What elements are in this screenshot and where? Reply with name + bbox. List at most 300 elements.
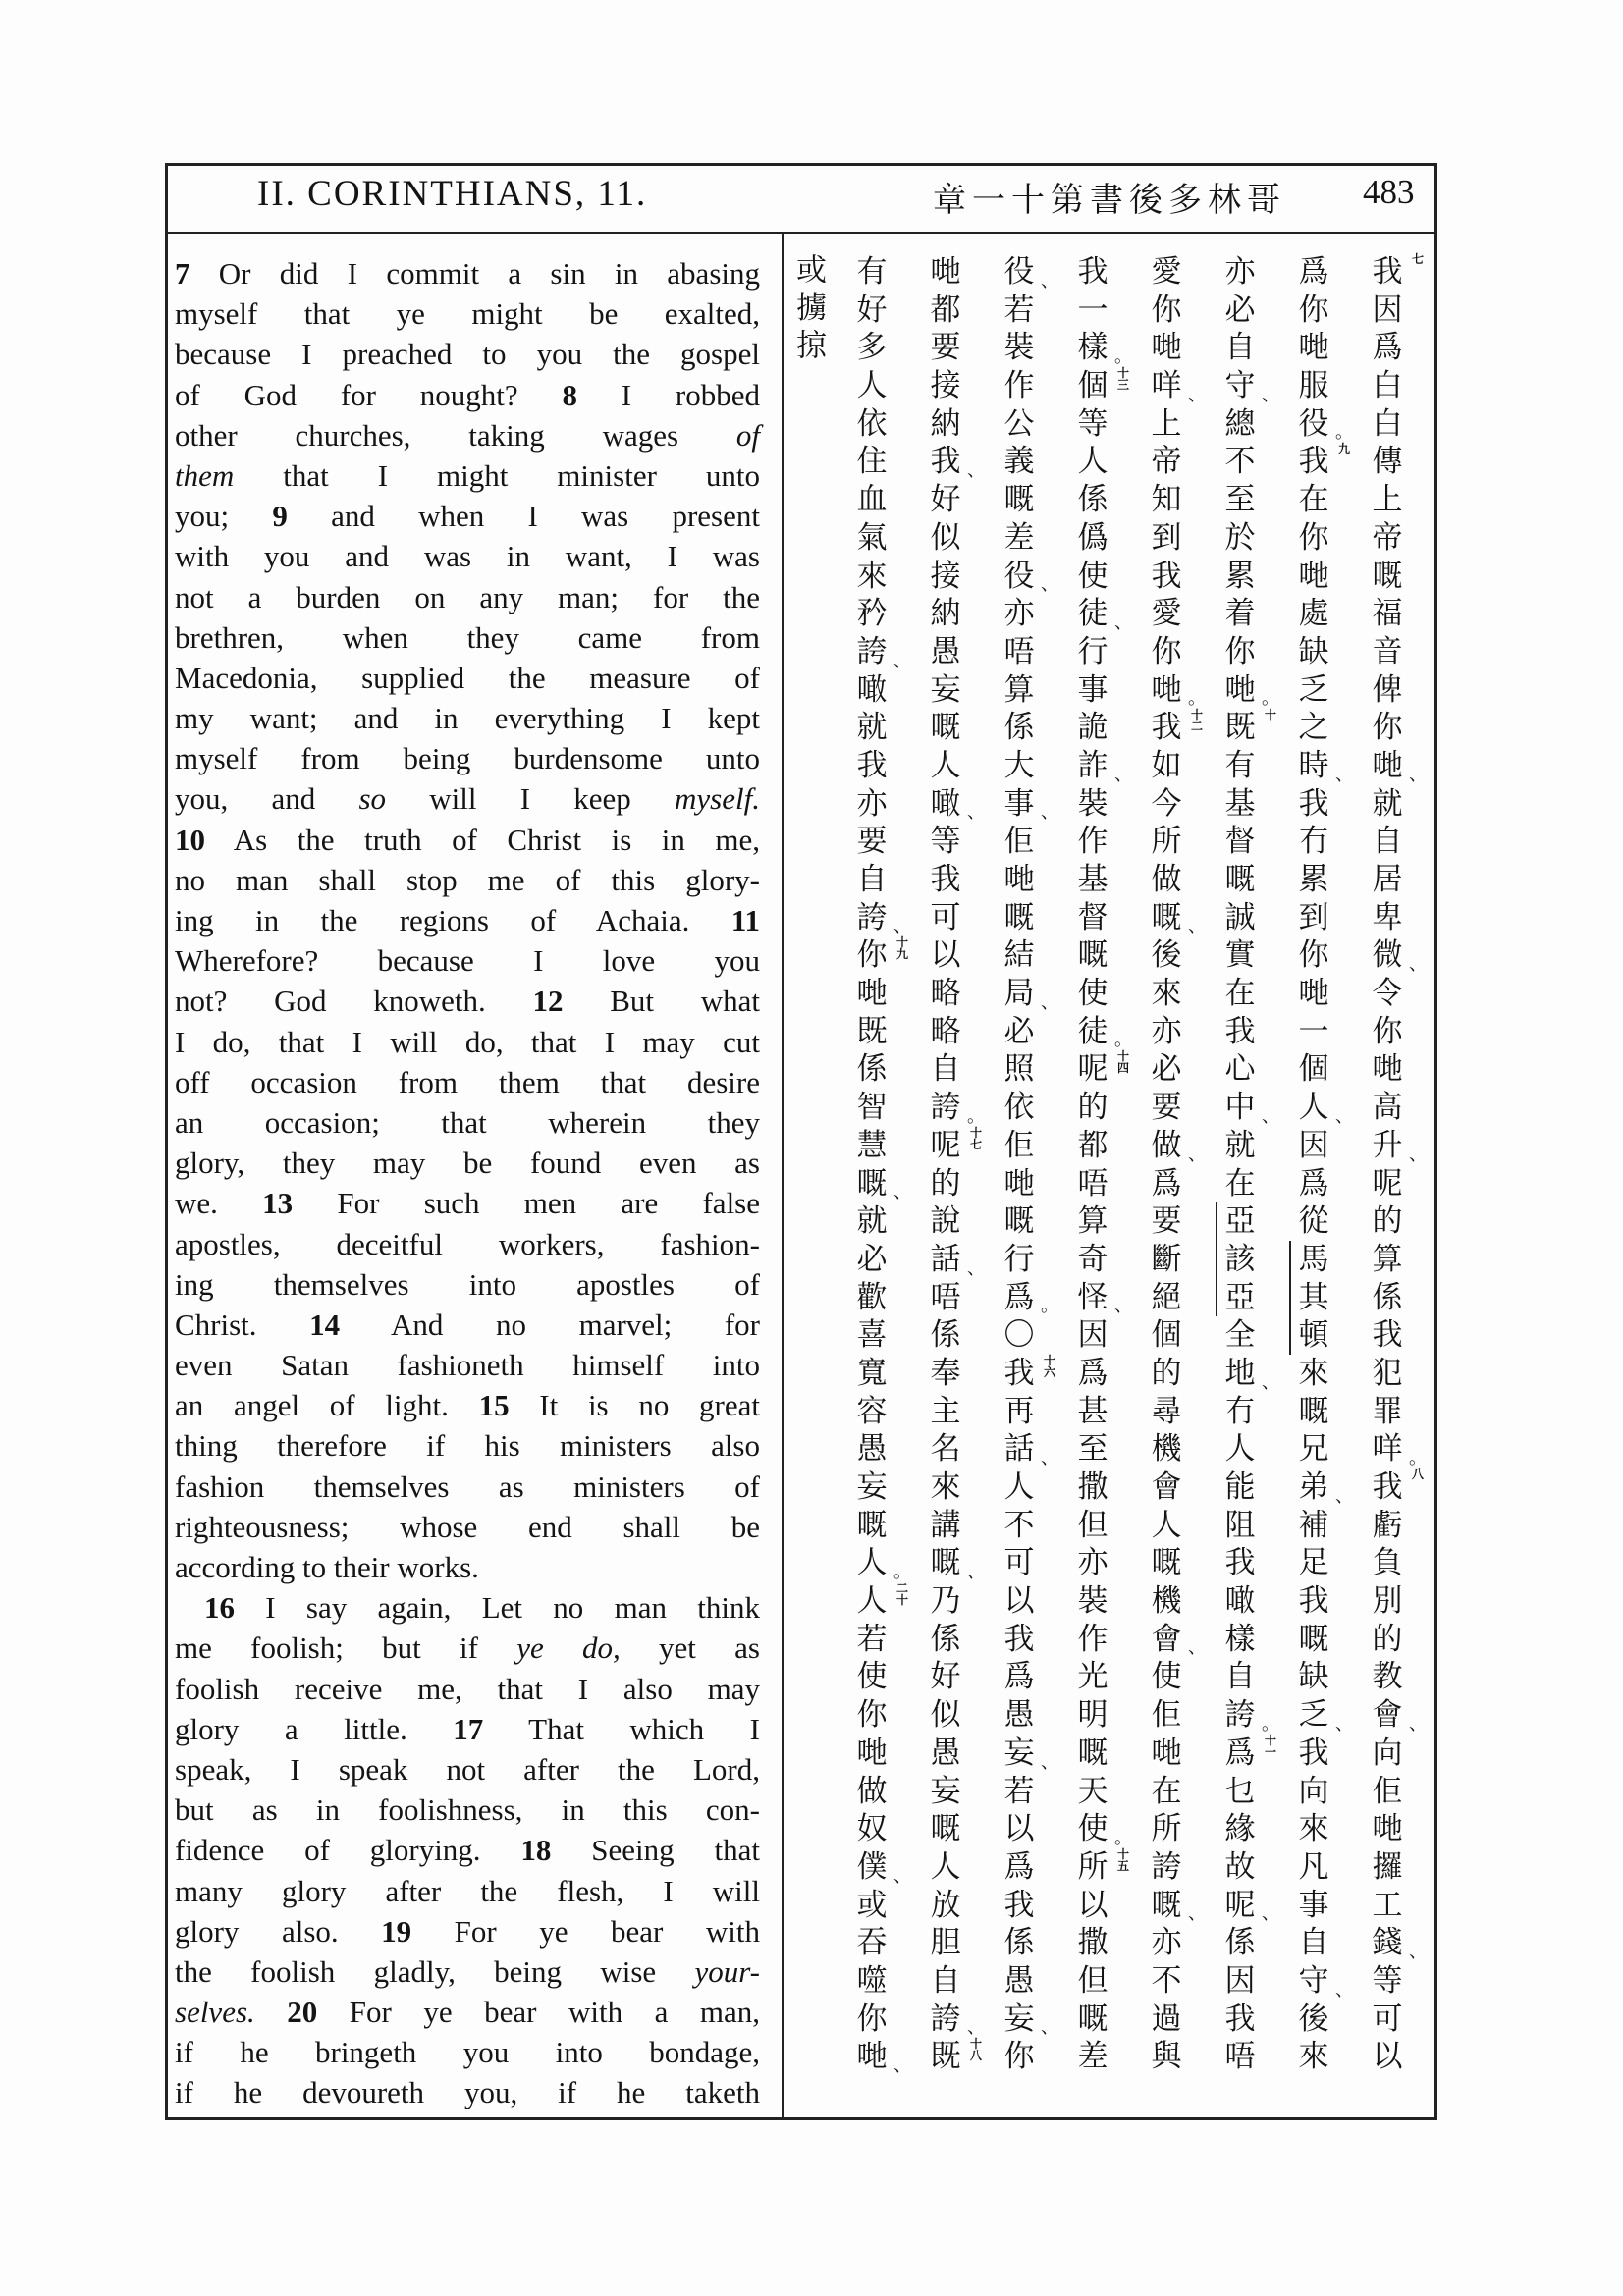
chinese-character: 嘅 、 bbox=[930, 1545, 985, 1583]
chinese-character: 做 、 bbox=[1151, 1127, 1206, 1165]
chinese-character: 呢 十四 bbox=[1077, 1049, 1129, 1088]
english-text-line bbox=[175, 778, 760, 819]
chinese-character: 必 bbox=[1003, 1013, 1035, 1049]
chinese-character: 徒 。 bbox=[1077, 1013, 1132, 1051]
text-segment: glory a little. bbox=[175, 1711, 454, 1746]
chinese-character: 凡 bbox=[1298, 1848, 1329, 1885]
chinese-character: 嘅 bbox=[1372, 558, 1403, 594]
chinese-character: 做 bbox=[856, 1773, 888, 1809]
chinese-character: 我 bbox=[1151, 558, 1182, 594]
english-text-line bbox=[175, 617, 760, 658]
chinese-character: 累 bbox=[1298, 862, 1329, 897]
punctuation-mark: 。 bbox=[1262, 688, 1279, 710]
verse-number: 14 bbox=[309, 1307, 341, 1342]
chinese-character: 人 、 bbox=[1298, 1090, 1353, 1127]
chinese-character: 我 九 bbox=[1298, 442, 1350, 480]
chinese-character: 嘅 bbox=[1298, 1393, 1329, 1429]
punctuation-mark: 、 bbox=[1335, 1713, 1353, 1735]
chinese-character: 奴 bbox=[856, 1811, 888, 1847]
chinese-character: 你 bbox=[1298, 292, 1329, 328]
chinese-character: 若 bbox=[1003, 292, 1035, 328]
chinese-character: 吞 bbox=[856, 1925, 888, 1961]
chinese-character: 裝 bbox=[1003, 330, 1035, 366]
chinese-character: 自 bbox=[1224, 1659, 1256, 1695]
text-segment: I say again, Let no man think bbox=[235, 1590, 760, 1626]
text-segment: because I preached to you the gospel bbox=[175, 337, 760, 372]
chinese-character: 傳 bbox=[1372, 444, 1403, 480]
verse-number: 十九 bbox=[895, 935, 908, 962]
chinese-character: 乜 bbox=[1224, 1773, 1256, 1809]
chinese-character: 嘅 bbox=[1151, 1545, 1182, 1581]
chinese-character: 督 bbox=[1224, 824, 1256, 860]
punctuation-mark: 、 bbox=[1114, 1296, 1132, 1317]
chinese-character: 人 bbox=[930, 1848, 961, 1885]
chinese-character: 會 bbox=[1151, 1469, 1182, 1505]
english-text-line bbox=[175, 1385, 760, 1425]
text-segment: I do, that I will do, that I may cut bbox=[175, 1024, 760, 1059]
text-segment: an angel of light. bbox=[175, 1388, 479, 1423]
italic-text: of bbox=[735, 417, 760, 453]
chinese-character: 既 十 bbox=[1224, 708, 1276, 746]
english-text-line bbox=[175, 1507, 760, 1547]
chinese-character: 可 bbox=[1003, 1545, 1035, 1581]
chinese-character: 唔 bbox=[1077, 1165, 1109, 1201]
english-text-line bbox=[175, 1022, 760, 1062]
chinese-character: 工 bbox=[1372, 1887, 1403, 1923]
text-segment: many glory after the flesh, I will bbox=[175, 1873, 760, 1908]
header-divider bbox=[165, 232, 1437, 234]
chinese-character: 個 十三 bbox=[1077, 366, 1129, 404]
punctuation-mark: 、 bbox=[967, 1257, 985, 1279]
punctuation-mark: 、 bbox=[893, 1182, 911, 1203]
chinese-character: 寬 bbox=[856, 1355, 888, 1391]
chinese-character: 督 bbox=[1077, 899, 1109, 935]
punctuation-mark: 。 bbox=[967, 1105, 985, 1127]
english-text-line bbox=[175, 1628, 760, 1668]
chinese-character: 如 bbox=[1151, 747, 1182, 783]
punctuation-mark: 、 bbox=[893, 650, 911, 671]
text-segment: if he bringeth you into bondage, bbox=[175, 2035, 760, 2070]
chinese-character: 愚 bbox=[1003, 1962, 1035, 1999]
punctuation-mark: 、 bbox=[967, 460, 985, 482]
chinese-character: 事 bbox=[1298, 1887, 1329, 1923]
chinese-character: 名 bbox=[930, 1431, 961, 1468]
chinese-character: 地 、 bbox=[1224, 1355, 1279, 1393]
chinese-character: 的 bbox=[930, 1165, 961, 1201]
english-text-line bbox=[175, 820, 760, 860]
chinese-character: 依 bbox=[1003, 1090, 1035, 1126]
chinese-character: 你 bbox=[1372, 710, 1403, 746]
chinese-character: 怪 、 bbox=[1077, 1279, 1132, 1317]
chinese-character: 佢 bbox=[1003, 1127, 1035, 1163]
chinese-character: 局 、 bbox=[1003, 976, 1058, 1013]
chinese-character: 亦 bbox=[1151, 1925, 1182, 1961]
chinese-character: 容 bbox=[856, 1393, 888, 1429]
chinese-character: 似 bbox=[930, 1697, 961, 1734]
chinese-character: 人 bbox=[1224, 1431, 1256, 1468]
english-text-line bbox=[175, 1264, 760, 1305]
chinese-character: 事 bbox=[1077, 671, 1109, 708]
chinese-character: 嘅 bbox=[1003, 1203, 1035, 1240]
chinese-character: 乏 、 bbox=[1298, 1697, 1353, 1735]
chinese-character: 嘅 bbox=[930, 710, 961, 746]
verse-number: 十六 bbox=[1043, 1353, 1055, 1379]
punctuation-mark: 、 bbox=[1262, 1903, 1279, 1925]
punctuation-mark: 、 bbox=[1041, 574, 1058, 596]
english-text-line bbox=[175, 1669, 760, 1709]
punctuation-mark: 、 bbox=[1409, 1713, 1427, 1735]
chinese-character: 服 bbox=[1298, 368, 1329, 404]
chinese-character: 咩 。 bbox=[1372, 1431, 1427, 1468]
punctuation-mark: 、 bbox=[1188, 916, 1206, 937]
english-text-line bbox=[175, 415, 760, 455]
english-text-line bbox=[175, 1951, 760, 1992]
text-segment: not? God knoweth. bbox=[175, 984, 533, 1019]
text-segment: my want; and in everything I kept bbox=[175, 701, 760, 736]
text-segment: righteousness; whose end shall be bbox=[175, 1509, 760, 1544]
chinese-character: 使 bbox=[856, 1659, 888, 1695]
english-text-line bbox=[175, 738, 760, 778]
chinese-character: 犯 bbox=[1372, 1355, 1403, 1391]
punctuation-mark: 、 bbox=[1041, 1448, 1058, 1468]
text-segment: no man shall stop me of this glory- bbox=[175, 862, 760, 897]
english-text-line bbox=[175, 981, 760, 1021]
chinese-character: 喜 bbox=[856, 1317, 888, 1354]
chinese-character: 愛 bbox=[1151, 254, 1182, 290]
chinese-character: 佢 bbox=[1151, 1697, 1182, 1734]
text-segment: me foolish; but if bbox=[175, 1630, 517, 1666]
punctuation-mark: 、 bbox=[1041, 1751, 1058, 1773]
chinese-character: 係 bbox=[1003, 1925, 1035, 1961]
italic-text: your- bbox=[694, 1953, 760, 1989]
chinese-character: 使 bbox=[1077, 976, 1109, 1012]
chinese-character: 係 bbox=[1372, 1279, 1403, 1315]
chinese-character: 差 bbox=[1077, 2039, 1109, 2075]
punctuation-mark: 、 bbox=[1262, 1371, 1279, 1393]
chinese-character: 後 bbox=[1151, 937, 1182, 974]
chinese-character: 納 bbox=[930, 596, 961, 632]
italic-text: myself. bbox=[675, 781, 760, 817]
chinese-character: 兄 bbox=[1298, 1431, 1329, 1468]
chinese-character: 胆 bbox=[930, 1925, 961, 1961]
chinese-character: 嘅 bbox=[930, 1811, 961, 1847]
verse-number: 16 bbox=[204, 1590, 235, 1626]
chinese-character: 佢 bbox=[1003, 824, 1035, 860]
chinese-character: 役 、 bbox=[1003, 254, 1058, 292]
chinese-character: 人 bbox=[1151, 1507, 1182, 1543]
chinese-character: 故 bbox=[1224, 1848, 1256, 1885]
english-text-line bbox=[175, 1305, 760, 1345]
chinese-character: 我 七 bbox=[1372, 252, 1424, 290]
chinese-character: 大 bbox=[1003, 747, 1035, 783]
text-segment: As the truth of Christ is in me, bbox=[205, 822, 760, 857]
chinese-character: 絕 bbox=[1151, 1279, 1182, 1315]
verse-number: 八 bbox=[1411, 1468, 1424, 1481]
chinese-character: 到 bbox=[1298, 899, 1329, 935]
english-running-title: II. CORINTHIANS, 11. bbox=[257, 174, 648, 214]
text-segment: ing themselves into apostles of bbox=[175, 1266, 760, 1302]
chinese-character: 冇 bbox=[1224, 1393, 1256, 1429]
chinese-character: 使 bbox=[1077, 558, 1109, 594]
english-text-line bbox=[175, 455, 760, 496]
verse-number: 18 bbox=[520, 1833, 552, 1868]
chinese-text-column bbox=[1218, 253, 1279, 2076]
chinese-character: 亦 bbox=[1003, 596, 1035, 632]
italic-text: ye do, bbox=[516, 1630, 621, 1666]
chinese-character: 使 bbox=[1151, 1659, 1182, 1695]
chinese-character: 哋 。 bbox=[1224, 671, 1279, 710]
chinese-character: 罪 bbox=[1372, 1393, 1403, 1429]
chinese-character: 知 bbox=[1151, 482, 1182, 518]
chinese-character: 徒 、 bbox=[1077, 596, 1132, 633]
chinese-character: 卑 bbox=[1372, 899, 1403, 935]
text-segment: apostles, deceitful workers, fashion- bbox=[175, 1226, 760, 1261]
chinese-character: 妄 、 bbox=[1003, 2001, 1058, 2039]
chinese-character: 結 bbox=[1003, 937, 1035, 974]
chinese-character: 妄 、 bbox=[1003, 1735, 1058, 1773]
chinese-text-column: 或擄掠 bbox=[790, 253, 826, 368]
chinese-character: 自 bbox=[1224, 330, 1256, 366]
chinese-character: 等 bbox=[930, 824, 961, 860]
chinese-character: 高 bbox=[1372, 1090, 1403, 1126]
chinese-character: 我 bbox=[1077, 254, 1109, 290]
chinese-character: 多 bbox=[856, 330, 888, 366]
chinese-character: 上 bbox=[1372, 482, 1403, 518]
english-text-line bbox=[175, 860, 760, 900]
chinese-character: 爲 十一 bbox=[1224, 1733, 1276, 1771]
chinese-character: 愛 bbox=[1151, 596, 1182, 632]
chinese-character: 義 bbox=[1003, 444, 1035, 480]
punctuation-mark: 、 bbox=[1041, 2017, 1058, 2039]
english-text-line bbox=[175, 1587, 760, 1628]
chinese-character: 我 bbox=[1298, 1735, 1329, 1771]
chinese-character: 都 bbox=[1077, 1127, 1109, 1163]
verse-number: 11 bbox=[730, 903, 760, 937]
text-segment: foolish receive me, that I also may bbox=[175, 1671, 760, 1706]
chinese-character: 誠 bbox=[1224, 899, 1256, 935]
chinese-character: 矜 bbox=[856, 596, 888, 632]
chinese-character: 就 bbox=[1224, 1127, 1256, 1163]
proper-name-character: 亞 bbox=[1218, 1279, 1262, 1317]
chinese-text-column bbox=[1071, 253, 1132, 2076]
chinese-character: 係 bbox=[930, 1621, 961, 1657]
english-text-line bbox=[175, 2032, 760, 2072]
chinese-character: 人 bbox=[1003, 1469, 1035, 1505]
chinese-character: 嘅 bbox=[1077, 1735, 1109, 1771]
english-text-line bbox=[175, 375, 760, 415]
text-segment: you; bbox=[175, 499, 273, 534]
chinese-character: 住 bbox=[856, 444, 888, 480]
chinese-character: 唔 bbox=[1224, 2039, 1256, 2075]
chinese-character: 天 bbox=[1077, 1773, 1109, 1809]
chinese-character: 有 bbox=[1224, 747, 1256, 783]
chinese-character: 既 十八 bbox=[930, 2037, 982, 2075]
chinese-character: 依 bbox=[856, 405, 888, 442]
chinese-character: 來 bbox=[1298, 2039, 1329, 2075]
text-segment: brethren, when they came from bbox=[175, 619, 760, 655]
text-segment: I robbed bbox=[576, 377, 760, 412]
chinese-character: 若 bbox=[856, 1621, 888, 1657]
chinese-character: 但 bbox=[1077, 1507, 1109, 1543]
chinese-character: 自 bbox=[856, 862, 888, 897]
chinese-character: 自 bbox=[930, 1962, 961, 1999]
chinese-character: 噉 bbox=[856, 671, 888, 708]
chinese-character: 攞 bbox=[1372, 1848, 1403, 1885]
italic-text: so bbox=[358, 781, 387, 817]
text-segment: that I might minister unto bbox=[234, 457, 760, 493]
chinese-character: 我 十六 bbox=[1003, 1353, 1055, 1391]
chinese-text-column bbox=[1292, 253, 1353, 2076]
chinese-character: 嘅 bbox=[1003, 899, 1035, 935]
chinese-character: 嘅 、 bbox=[1151, 1887, 1206, 1925]
chinese-character: 與 bbox=[1151, 2039, 1182, 2075]
chinese-character: 福 bbox=[1372, 596, 1403, 632]
verse-number: 19 bbox=[381, 1913, 412, 1949]
punctuation-mark: 、 bbox=[1335, 1485, 1353, 1507]
chinese-character: 我 bbox=[1298, 785, 1329, 822]
punctuation-mark: 、 bbox=[967, 802, 985, 824]
punctuation-mark: 。 bbox=[1114, 1030, 1132, 1051]
chinese-character: 誇 、 bbox=[856, 633, 911, 671]
chinese-character: 算 bbox=[1372, 1241, 1403, 1277]
chinese-character: 我 bbox=[1298, 1583, 1329, 1620]
chinese-character: 補 bbox=[1298, 1507, 1329, 1543]
chinese-character: 哋 、 bbox=[856, 2039, 911, 2076]
chinese-character: 都 bbox=[930, 292, 961, 328]
english-text-line bbox=[175, 1789, 760, 1830]
chinese-character: 冇 bbox=[1298, 824, 1329, 860]
english-text-line bbox=[175, 577, 760, 617]
verse-number: 8 bbox=[562, 377, 577, 412]
chinese-character: 至 bbox=[1077, 1431, 1109, 1468]
text-segment: other churches, taking wages bbox=[175, 417, 736, 453]
chinese-character: 的 bbox=[1151, 1355, 1182, 1391]
chinese-character: 微 、 bbox=[1372, 937, 1427, 976]
italic-text: them bbox=[175, 457, 235, 493]
english-text-line bbox=[175, 900, 760, 940]
chinese-character: 就 bbox=[1372, 785, 1403, 822]
text-segment: and when I was present bbox=[287, 499, 760, 534]
chinese-character: 自 bbox=[930, 1051, 961, 1088]
chinese-character: 我 bbox=[930, 862, 961, 897]
chinese-character: 弟 、 bbox=[1298, 1469, 1353, 1507]
punctuation-mark: 、 bbox=[1188, 1144, 1206, 1165]
proper-name-character: 其 bbox=[1292, 1279, 1335, 1317]
proper-name-character: 亞 bbox=[1218, 1202, 1262, 1241]
chinese-character: 令 bbox=[1372, 976, 1403, 1012]
punctuation-mark: 、 bbox=[1409, 1941, 1427, 1962]
punctuation-mark: 、 bbox=[1114, 764, 1132, 785]
verse-number: 二十 bbox=[895, 1581, 908, 1608]
punctuation-mark: 、 bbox=[1188, 1637, 1206, 1659]
chinese-text-column bbox=[924, 253, 985, 2076]
text-segment: fashion themselves as ministers of bbox=[175, 1468, 760, 1504]
text-segment: ing in the regions of Achaia. bbox=[175, 903, 731, 937]
chinese-character: 爲 bbox=[1151, 1165, 1182, 1201]
chinese-character: 甚 bbox=[1077, 1393, 1109, 1429]
punctuation-mark: 。 bbox=[893, 1562, 911, 1583]
chinese-character: 作 bbox=[1077, 1621, 1109, 1657]
chinese-character: 以 bbox=[1077, 1887, 1109, 1923]
chinese-character: 話 、 bbox=[930, 1241, 985, 1279]
chinese-character: 今 bbox=[1151, 785, 1182, 822]
chinese-character: 呢 、 bbox=[1224, 1887, 1279, 1925]
chinese-character: 基 bbox=[1077, 862, 1109, 897]
text-segment: we. bbox=[175, 1186, 263, 1221]
chinese-character: 呢 bbox=[1372, 1165, 1403, 1201]
chinese-character: 詭 bbox=[1077, 710, 1109, 746]
chinese-character: 以 bbox=[1003, 1811, 1035, 1847]
chinese-character: 有 bbox=[856, 254, 888, 290]
text-segment: For ye bear with bbox=[411, 1913, 760, 1949]
chinese-character: 慧 bbox=[856, 1127, 888, 1163]
verse-number: 十七 bbox=[969, 1125, 982, 1151]
punctuation-mark: 、 bbox=[893, 1865, 911, 1887]
chinese-character: 的 bbox=[1372, 1621, 1403, 1657]
chinese-character: 要 bbox=[930, 330, 961, 366]
chinese-character: 在 bbox=[1151, 1773, 1182, 1809]
chinese-character: 斷 bbox=[1151, 1241, 1182, 1277]
chinese-character: 略 bbox=[930, 1013, 961, 1049]
chinese-character: 若 bbox=[1003, 1773, 1035, 1809]
chinese-character: 在 bbox=[1224, 1165, 1256, 1201]
english-text-line bbox=[175, 1425, 760, 1466]
chinese-character: 哋 bbox=[856, 1735, 888, 1771]
chinese-character: 來 bbox=[1298, 1811, 1329, 1847]
chinese-character: 處 bbox=[1298, 596, 1329, 632]
chinese-character: 嘅 bbox=[1077, 937, 1109, 974]
chinese-character: 役 、 bbox=[1003, 558, 1058, 596]
english-text-line bbox=[175, 1183, 760, 1223]
english-text-line bbox=[175, 1709, 760, 1749]
chinese-character: 自 bbox=[1372, 824, 1403, 860]
chinese-character: 之 bbox=[1298, 710, 1329, 746]
chinese-text-column bbox=[998, 253, 1058, 2076]
text-segment: even Satan fashioneth himself into bbox=[175, 1348, 760, 1383]
verse-number: 十四 bbox=[1116, 1049, 1129, 1076]
chinese-character: 在 bbox=[1224, 976, 1256, 1012]
chinese-character: 哋 bbox=[1003, 862, 1035, 897]
chinese-character: 到 bbox=[1151, 519, 1182, 556]
text-segment: will I keep bbox=[386, 781, 676, 817]
chinese-character: 要 bbox=[1151, 1203, 1182, 1240]
text-segment: speak, I speak not after the Lord, bbox=[175, 1751, 760, 1787]
chinese-character: 爲 bbox=[1077, 1355, 1109, 1391]
chinese-character: 哋 bbox=[1298, 558, 1329, 594]
chinese-character: 血 bbox=[856, 482, 888, 518]
chinese-character: 僞 bbox=[1077, 519, 1109, 556]
chinese-character: 上 bbox=[1151, 405, 1182, 442]
chinese-character: 既 bbox=[856, 1013, 888, 1049]
chinese-character: 因 bbox=[1298, 1127, 1329, 1163]
chinese-character: 乃 bbox=[930, 1583, 961, 1620]
text-segment: For such men are false bbox=[293, 1186, 760, 1221]
punctuation-mark: 、 bbox=[893, 2056, 911, 2076]
chinese-character: 誇 。 bbox=[1224, 1697, 1279, 1735]
chinese-character: 公 bbox=[1003, 405, 1035, 442]
chinese-character: 哋 、 bbox=[1372, 747, 1427, 785]
verse-number: 九 bbox=[1337, 442, 1350, 456]
english-text-line bbox=[175, 658, 760, 698]
chinese-character: 於 bbox=[1224, 519, 1256, 556]
chinese-character: 爲 bbox=[1003, 1659, 1035, 1695]
chinese-character: 光 bbox=[1077, 1659, 1109, 1695]
chinese-character: 必 bbox=[1151, 1051, 1182, 1088]
text-segment: Christ. bbox=[175, 1307, 310, 1342]
chinese-character: 爲 bbox=[1298, 254, 1329, 290]
chinese-character: 事 、 bbox=[1003, 785, 1058, 824]
chinese-character: 妄 bbox=[856, 1469, 888, 1505]
